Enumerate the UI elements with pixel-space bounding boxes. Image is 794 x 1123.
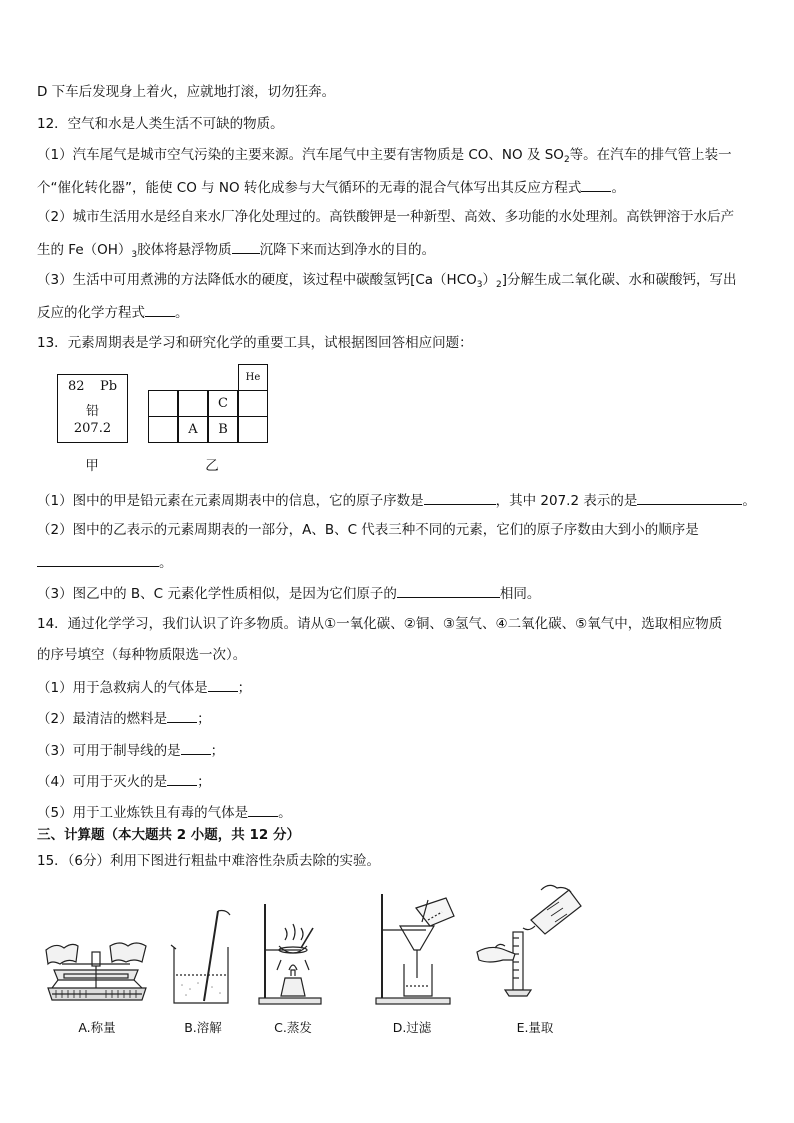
cell-b: B [208,416,238,443]
atomic-mass: 207.2 [73,421,112,436]
cell-empty [238,416,268,443]
cell-empty [178,390,208,417]
cell-empty [238,390,268,417]
answer-blank[interactable] [145,302,175,317]
answer-blank[interactable] [167,771,197,786]
answer-blank[interactable] [397,583,500,598]
answer-blank[interactable] [181,740,211,755]
q14-part1: （1）用于急救病人的气体是 ； [37,677,251,697]
answer-blank[interactable] [37,552,159,567]
answer-blank[interactable] [248,802,278,817]
caption-dissolving: B.溶解 [184,1020,222,1035]
answer-blank[interactable] [232,239,260,254]
atomic-number: 82 [68,379,85,394]
cell-empty [148,416,178,443]
q14-part4: （4）可用于灭火的是 ； [37,771,211,791]
q13-part2-line2: 。 [37,552,173,572]
q12-stem: 12．空气和水是人类生活不可缺的物质。 [37,116,284,132]
q13-part2-line1: （2）图中的乙表示的元素周期表的一部分，A、B、C 代表三种不同的元素，它们的原子序数由大到小的顺序是 [37,522,699,538]
graduated-cylinder-pouring-icon [475,880,585,1008]
beaker-stirring-icon [168,905,238,1010]
figure-yi-label: 乙 [205,458,219,474]
q14-line2: 的序号填空（每种物质限选一次）。 [37,647,247,663]
option-d-line: D 下车后发现身上着火，应就地打滚，切勿狂奔。 [37,84,336,100]
q14-line1: 14．通过化学学习，我们认识了许多物质。请从①一氧化碳、②铜、③氢气、④二氧化碳、⑤氧气中，选取相应物质 [37,616,723,632]
answer-blank[interactable] [167,708,197,723]
q13-part1: （1）图中的甲是铅元素在元素周期表中的信息，它的原子序数是 ，其中 207.2 表示的是 。 [37,490,756,510]
element-symbol: Pb [100,379,118,394]
cell-a: A [178,416,208,443]
q12-part2-line1: （2）城市生活用水是经自来水厂净化处理过的。高铁酸钾是一种新型、高效、多功能的水处理剂。高铁钾溶于水后产 [37,209,735,225]
section-3-heading: 三、计算题（本大题共 2 小题，共 12 分） [37,827,300,843]
caption-evaporation: C.蒸发 [274,1020,312,1035]
q12-part2-line2: 生的 $Fe(OH)_3$胶体将悬浮物质 沉降下来而达到净水的目的。 [37,239,435,264]
answer-blank[interactable] [208,677,238,692]
figure-jia-label: 甲 [85,458,99,474]
filtration-setup-icon [370,890,460,1010]
caption-weighing: A.称量 [78,1020,116,1035]
element-info-box [57,374,128,443]
cell-c: C [208,390,238,417]
caption-measuring: E.量取 [516,1020,554,1035]
answer-blank[interactable] [637,490,742,505]
answer-blank[interactable] [581,177,611,192]
balance-icon [42,930,152,1010]
q14-part5: （5）用于工业炼铁且有毒的气体是 。 [37,802,292,822]
q13-stem: 13．元素周期表是学习和研究化学的重要工具，试根据图回答相应问题： [37,335,473,351]
q14-part2: （2）最清洁的燃料是 ； [37,708,211,728]
q12-part1-line2: 个“催化转化器”，能使 CO 与 NO 转化成参与大气循环的无毒的混合气体写出其反应方程式 。 [37,177,625,197]
q12-part3-line1: （3）生活中可用煮沸的方法降低水的硬度，该过程中碳酸氢钙$[Ca(HCO_3)_2]$分解生成二氧化碳、水和碳酸钙，写出 [37,272,737,290]
q15-stem: 15．（6分）利用下图进行粗盐中难溶性杂质去除的实验。 [37,853,381,869]
q13-part3: （3）图乙中的 B、C 元素化学性质相似，是因为它们原子的 相同。 [37,583,540,603]
answer-blank[interactable] [424,490,496,505]
q12-part1-line1: （1）汽车尾气是城市空气污染的主要来源。汽车尾气中主要有害物质是 CO、NO 及 $SO_2$等。在汽车的排气管上装一 [37,147,732,165]
q14-part3: （3）可用于制导线的是 ； [37,740,224,760]
q12-part3-line2: 反应的化学方程式 。 [37,302,189,322]
cell-empty [148,390,178,417]
evaporation-setup-icon [255,898,325,1010]
cell-he: He [238,364,268,391]
element-name: 铅 [85,404,99,419]
caption-filtration: D.过滤 [392,1020,432,1035]
